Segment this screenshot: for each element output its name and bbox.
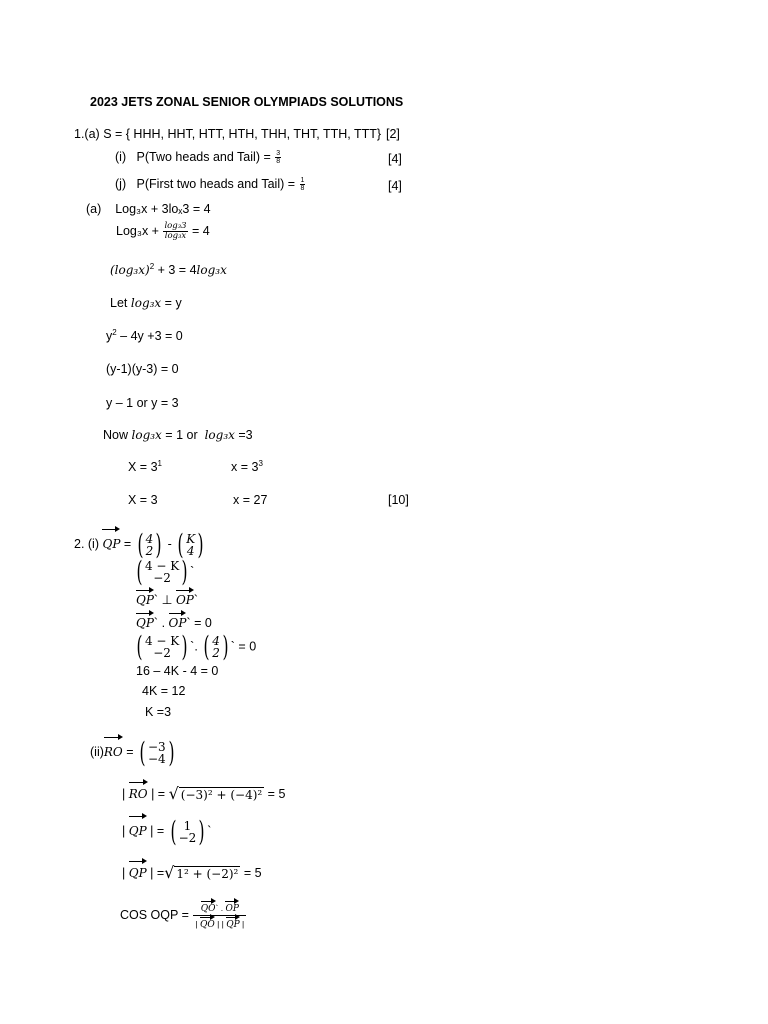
op-vector: OP [169,612,187,631]
dot-product-line: QP` . OP` = 0 [136,612,212,631]
quad-rest: – 4y +3 = 0 [116,329,183,343]
vector-qp-value: ( 1 −2 ) [170,814,205,848]
q1b-label: (a) [86,202,102,216]
quad-exponent: 2 [112,327,117,337]
solution-x1-power [128,459,162,475]
q1b-marks: [10] [388,493,409,507]
log-equation: Log₃x + 3loₓ3 = 4 [115,202,211,216]
now-math-2: log₃x [204,428,235,442]
eq3-exponent: 2 [149,261,155,271]
x1b-exponent: 3 [258,458,263,468]
op-vector: OP [176,589,194,608]
q2ii-label: (ii) [90,745,104,759]
magnitude-qp-line: | QP | =√ 1² + (−2)² = 5 [122,860,262,884]
mag-ro-value: = 5 [264,787,286,801]
q1j-fraction: $\frac{1}{8}$ [300,177,305,193]
q1a-label: 1.(a) [74,127,100,141]
x1a-exponent: 1 [157,458,162,468]
roots-line: y – 1 or y = 3 [106,396,179,410]
mag-qp-value: = 5 [240,866,262,880]
k-value: K =3 [145,705,172,719]
qp-vector: QP [136,589,154,608]
let-suffix: = y [161,296,182,310]
substitution-line [110,295,182,311]
perp-symbol: ⊥ [158,593,176,607]
eq2-suffix: = 4 [192,223,210,238]
q1i-line [115,149,282,165]
q1i-text: P(Two heads and Tail) = [136,150,271,164]
q1b-line [86,201,211,217]
q2ii-ro-line [90,736,177,767]
solution-x2-power [231,459,263,475]
eq2-prefix: Log₃x + [116,223,159,238]
sqrt-ro: √ (−3)² + (−4)² [168,784,263,804]
now-math-1: log₃x [131,428,162,442]
q1j-label: (j) [115,177,127,191]
now-mid: = 1 or [161,428,198,442]
cosine-fraction: $\frac{QO` . OP}{| QO | | QP |}$ [193,900,246,931]
eq3-mid: + 3 = 4 [154,263,197,277]
factored-line: (y-1)(y-3) = 0 [106,362,179,376]
magnitude-ro-line: | RO | = √ (−3)² + (−4)² = 5 [122,781,285,805]
sample-space: S = { HHH, HHT, HTT, HTH, THH, THT, TTH, TTT} [103,127,382,141]
magnitude-qp-vector-line: | QP | = ( 1 −2 ) ` [122,814,212,848]
x1b-base: x = 3 [231,460,259,474]
squared-equation [110,262,227,278]
minus-sign: - [167,537,176,551]
qp-vector: QP [136,612,154,631]
solution-x2-value: x = 27 [233,493,268,507]
q2-label: 2. (i) [74,537,99,551]
equals-sign: = [122,745,138,759]
quadratic-line [106,328,183,344]
dot-symbol: . [158,616,169,630]
qp-vector: QP [129,860,147,883]
perpendicular-line: QP` ⊥ OP` [136,589,198,608]
let-math: log₃x [130,296,162,310]
ro-vector: RO [104,736,123,765]
q1i-fraction: $\frac{3}{8}$ [276,150,281,166]
linear-equation: 16 – 4K - 4 = 0 [136,664,219,678]
eq2-fraction: $\frac{\text{log₃3}}{\text{log₃x}}$ [164,221,187,241]
equals-sign: = [120,537,135,551]
q1a-marks: [2] [386,127,400,141]
now-suffix: =3 [234,428,253,442]
q1j-line [115,176,306,192]
q1i-label: (i) [115,150,127,164]
q1j-marks: [4] [388,179,402,193]
eq3-rhs: log₃x [196,263,227,277]
qp-vector: QP [129,815,147,844]
q1i-marks: [4] [388,152,402,166]
eq3-term: (log₃x) [110,263,150,277]
page-title: 2023 JETS ZONAL SENIOR OLYMPIADS SOLUTIONS [90,95,404,109]
let-prefix: Let [110,296,128,310]
sqrt-qp: √ 1² + (−2)² [164,863,239,883]
cosine-line [120,900,247,931]
quad-var: y [106,329,113,343]
vector-ro: ( −3 −4 ) [139,735,175,769]
x1a-base: X = 3 [128,460,158,474]
qp-result-vector: ( 4 − K −2 ) ` [136,555,195,588]
qp-vector: QP [102,528,120,557]
back-substitution-line [103,427,253,443]
ro-vector: RO [129,781,148,804]
now-prefix: Now [103,428,129,442]
solution-x1-value: X = 3 [128,493,158,507]
cos-label: COS OQP = [120,907,189,922]
vector-k-4: ( K 4 ) [177,527,204,561]
vector-4-2: ( 4 2 ) [137,527,162,561]
dot-equals-zero: ` = 0 [186,616,212,630]
log-equation-2 [116,222,210,241]
solve-step: 4K = 12 [142,684,186,698]
q1j-text: P(First two heads and Tail) = [136,177,296,191]
q1a-line [74,126,381,142]
dot-product-expanded: ( 4 − K −2 ) `. ( 4 2 ) ` = 0 [136,630,257,663]
